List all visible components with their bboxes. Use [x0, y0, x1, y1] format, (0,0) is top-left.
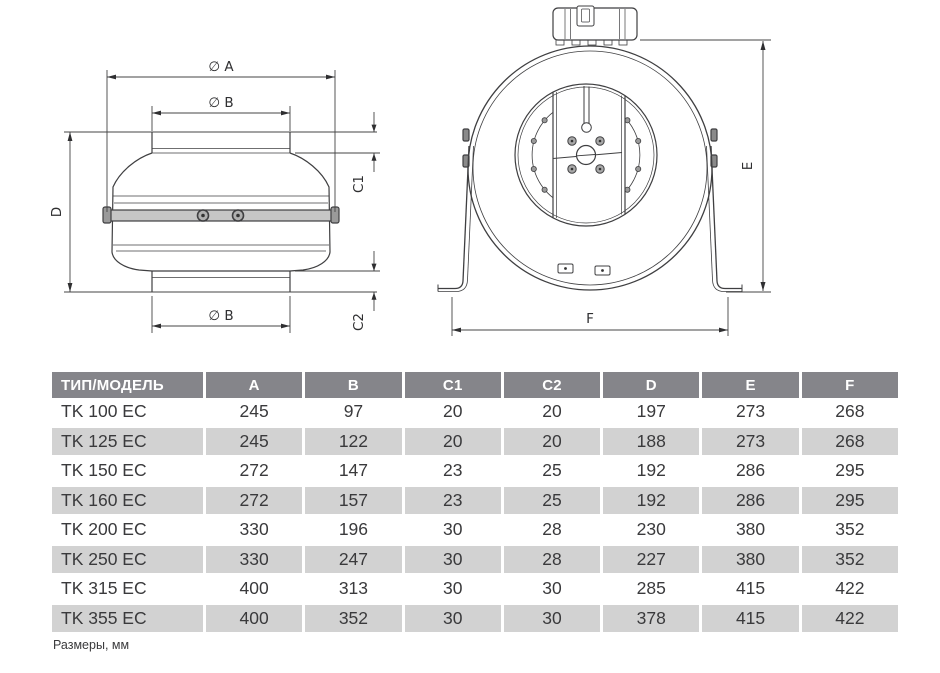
cell-b: 157	[302, 487, 401, 514]
dim-label-d: D	[49, 206, 65, 218]
cell-a: 400	[203, 575, 302, 602]
dim-label-f: F	[586, 311, 594, 327]
cell-b: 196	[302, 516, 401, 543]
cell-d: 188	[600, 428, 699, 455]
cell-model: TK 250 EC	[52, 546, 203, 573]
cell-d: 192	[600, 457, 699, 484]
table-row	[52, 457, 898, 484]
cell-e: 286	[699, 487, 798, 514]
cell-f: 295	[799, 487, 898, 514]
cell-b: 97	[302, 398, 401, 425]
clamp-band	[103, 207, 339, 223]
header-cell-b: B	[302, 372, 401, 398]
cell-c2: 30	[501, 575, 600, 602]
header-cell-model: ТИП/МОДЕЛЬ	[52, 372, 203, 398]
cell-b: 122	[302, 428, 401, 455]
cell-f: 422	[799, 605, 898, 632]
header-cell-c1: C1	[402, 372, 501, 398]
cell-e: 286	[699, 457, 798, 484]
cell-c1: 30	[402, 605, 501, 632]
dim-label-dia-b-top: ∅ B	[208, 95, 234, 111]
cell-e: 380	[699, 546, 798, 573]
dim-label-dia-a: ∅ A	[208, 59, 234, 75]
cell-b: 352	[302, 605, 401, 632]
header-cell-a: A	[203, 372, 302, 398]
cell-e: 273	[699, 398, 798, 425]
cell-c1: 30	[402, 516, 501, 543]
cell-a: 330	[203, 546, 302, 573]
cell-f: 295	[799, 457, 898, 484]
cell-model: TK 355 EC	[52, 605, 203, 632]
table-row	[52, 428, 898, 455]
table-row	[52, 575, 898, 602]
cell-a: 330	[203, 516, 302, 543]
cell-c2: 28	[501, 546, 600, 573]
cell-model: TK 100 EC	[52, 398, 203, 425]
cell-e: 380	[699, 516, 798, 543]
cell-model: TK 125 EC	[52, 428, 203, 455]
cell-b: 247	[302, 546, 401, 573]
units-caption: Размеры, мм	[53, 638, 130, 652]
dim-label-c1: C1	[351, 174, 367, 194]
cell-e: 415	[699, 605, 798, 632]
cell-c1: 23	[402, 457, 501, 484]
motor-plate	[553, 84, 625, 226]
cell-model: TK 150 EC	[52, 457, 203, 484]
cell-a: 245	[203, 398, 302, 425]
table-row	[52, 546, 898, 573]
cell-e: 273	[699, 428, 798, 455]
side-view-drawing	[103, 132, 339, 292]
cell-f: 352	[799, 516, 898, 543]
cell-a: 245	[203, 428, 302, 455]
cell-b: 313	[302, 575, 401, 602]
cell-c1: 20	[402, 398, 501, 425]
cell-d: 192	[600, 487, 699, 514]
header-cell-c2: C2	[501, 372, 600, 398]
table-header-row	[52, 372, 898, 398]
cell-c2: 20	[501, 398, 600, 425]
table-row	[52, 487, 898, 514]
cell-f: 268	[799, 398, 898, 425]
header-cell-d: D	[600, 372, 699, 398]
cell-a: 400	[203, 605, 302, 632]
cell-model: TK 315 EC	[52, 575, 203, 602]
header-cell-f: F	[799, 372, 898, 398]
dim-label-c2: C2	[351, 312, 367, 332]
cell-c2: 25	[501, 457, 600, 484]
table-body	[52, 398, 898, 632]
cell-b: 147	[302, 457, 401, 484]
cell-e: 415	[699, 575, 798, 602]
cell-d: 230	[600, 516, 699, 543]
cell-f: 422	[799, 575, 898, 602]
cell-model: TK 160 EC	[52, 487, 203, 514]
table-row	[52, 605, 898, 632]
dim-label-e: E	[740, 161, 756, 171]
cell-c1: 30	[402, 575, 501, 602]
cell-c1: 30	[402, 546, 501, 573]
cell-c1: 23	[402, 487, 501, 514]
cell-d: 197	[600, 398, 699, 425]
table-row	[52, 516, 898, 543]
dimensions-table	[52, 372, 898, 632]
cell-d: 285	[600, 575, 699, 602]
cell-f: 268	[799, 428, 898, 455]
front-view-drawing	[438, 6, 742, 292]
cell-d: 378	[600, 605, 699, 632]
junction-box	[553, 6, 637, 45]
cell-c2: 28	[501, 516, 600, 543]
cell-a: 272	[203, 457, 302, 484]
cell-c2: 25	[501, 487, 600, 514]
cell-c2: 30	[501, 605, 600, 632]
cell-d: 227	[600, 546, 699, 573]
cell-model: TK 200 EC	[52, 516, 203, 543]
cell-c1: 20	[402, 428, 501, 455]
header-cell-e: E	[699, 372, 798, 398]
table-row	[52, 398, 898, 425]
dim-label-dia-b-bottom: ∅ B	[208, 308, 234, 324]
cell-c2: 20	[501, 428, 600, 455]
cell-f: 352	[799, 546, 898, 573]
cell-a: 272	[203, 487, 302, 514]
